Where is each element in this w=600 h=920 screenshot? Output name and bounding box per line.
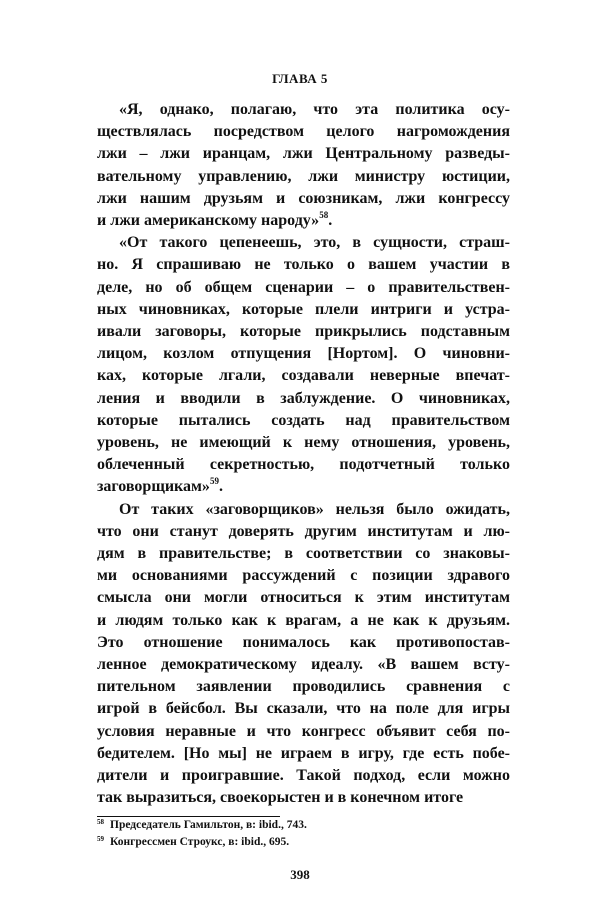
line-text: и людям только как к врагам, а не как к друзьям. [97,611,510,629]
line-text: ленное демократическому идеалу. «В вашем всту- [97,656,510,674]
line-text: уровень, не имеющий к нему отношения, уровень, [97,434,510,452]
line-text: «Я, однако, полагаю, что эта политика осу- [119,101,510,118]
line-text: дям в правительстве; в соответствии со знаковы- [97,545,510,563]
paragraph [97,232,510,498]
text-line [97,543,510,565]
text-line [97,432,510,454]
text-line [97,143,510,165]
text-line [97,787,510,809]
text-line [97,476,510,498]
text-line [97,632,510,654]
line-text: «От такого цепенеешь, это, в сущности, страш- [119,234,510,252]
text-line [97,232,510,254]
line-text: облеченный секретностью, подотчетный только [97,456,510,474]
text-line [97,765,510,787]
body-text [97,99,510,810]
text-line [97,721,510,743]
footnote-reference[interactable]: 58 [319,210,329,221]
line-text: ных чиновниках, которые плели интриги и устра- [97,300,510,318]
footnote-59 [97,834,600,851]
footnote-text: Председатель Гамильтон, в: ibid., 743. [110,818,307,831]
text-line [97,654,510,676]
line-text: лжи нашим друзьям и союзникам, лжи конгрессу [97,189,510,207]
line-text: которые пытались создать над правительством [97,411,510,429]
text-line [97,521,510,543]
text-line [97,698,510,720]
page-number: 398 [290,866,310,882]
text-line [97,166,510,188]
line-text: заговорщикам» [97,478,210,496]
line-text: ивали заговоры, которые прикрылись подставным [97,323,510,341]
line-text: вательному управлению, лжи министру юстиции, [97,167,510,185]
line-text: игрой в бейсбол. Вы сказали, что на поле для игры [97,700,510,718]
text-line [97,299,510,321]
line-text: лицом, козлом отпущения [Нортом]. О чиновни- [97,345,510,363]
line-text: дители и проигравшие. Такой подход, если можно [97,767,510,785]
text-line [97,410,510,432]
line-text: и лжи американскому народу» [97,212,320,230]
footnote-58 [97,817,600,834]
paragraph [97,99,510,232]
line-text: условия неравные и что конгресс объявит себя по- [97,722,510,740]
line-tail: . [218,478,223,496]
line-text: ми основаниями рассуждений с позиции здравого [97,567,510,585]
paragraph [97,499,510,810]
footnote-text: Конгрессмен Строукс, в: ibid., 695. [110,835,290,848]
footnote-number: 59 [97,834,104,843]
text-line [97,343,510,365]
text-line [97,365,510,387]
text-line [97,388,510,410]
line-text: деле, но об общем сценарии – о правительствен- [97,278,510,296]
line-text: Это отношение понималось как противопостав- [97,633,510,651]
text-line [97,321,510,343]
text-line [97,121,510,143]
chapter-header: ГЛАВА 5 [272,71,328,86]
line-text: что они станут доверять другим институтам и лю- [97,522,510,540]
text-line [97,676,510,698]
line-tail: . [328,212,333,230]
line-text: ществлялась посредством целого нагромождения [97,123,510,141]
line-text: смысла они могли относиться к этим институтам [97,589,510,607]
text-line [97,99,510,121]
line-text: пительном заявлении проводились сравнения с [97,678,510,696]
text-line [97,454,510,476]
text-line [97,610,510,632]
footnote-number: 58 [97,817,104,826]
line-text: так выразиться, своекорыстен и в конечном итоге [97,789,464,807]
text-line [97,565,510,587]
line-text: ках, которые лгали, создавали неверные впечат- [97,367,510,385]
text-line [97,210,510,232]
footnote-reference[interactable]: 59 [209,476,219,487]
line-text: От таких «заговорщиков» нельзя было ожидать, [119,500,510,518]
line-text: ления и вводили в заблуждение. О чиновниках, [97,389,510,407]
line-text: лжи – лжи иранцам, лжи Центральному разведы- [97,145,510,163]
text-line [97,277,510,299]
line-text: но. Я спрашиваю не только о вашем участии в [97,256,510,274]
text-line [97,188,510,210]
text-line [97,743,510,765]
text-line [97,254,510,276]
text-line [97,587,510,609]
line-text: бедителем. [Но мы] не играем в игру, где есть побе- [97,744,510,762]
text-line [97,499,510,521]
